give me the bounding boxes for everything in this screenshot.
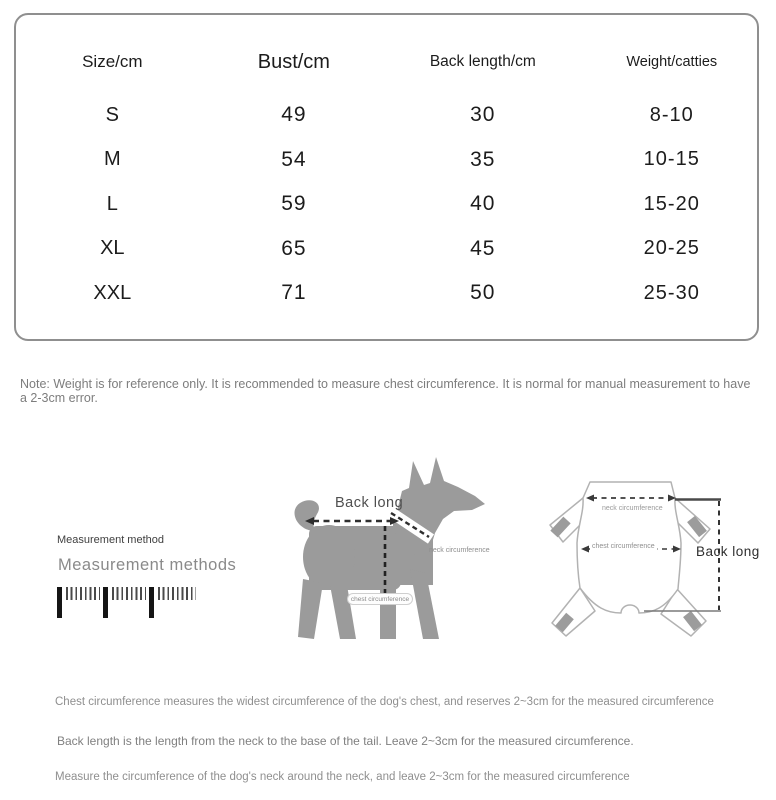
footnote-back-length: Back length is the length from the neck to the base of the tail. Leave 2~3cm for the measured circumference.: [57, 734, 634, 748]
table-cell: XXL: [93, 281, 132, 304]
table-cell: XL: [100, 237, 125, 260]
table-cell: 45: [470, 236, 496, 260]
column-header-weight: Weight/catties: [626, 54, 718, 70]
ruler-major-mark: [149, 587, 154, 618]
size-chart-table: [14, 13, 759, 341]
table-cell: 10-15: [643, 148, 700, 171]
table-cell: L: [106, 192, 118, 215]
table-cell: 25-30: [643, 281, 700, 304]
measurement-method-label: Measurement method: [57, 534, 164, 546]
weight-reference-note: Note: Weight is for reference only. It is recommended to measure chest circumference. It is normal for manual measurement to have a 2-3cm error.: [20, 377, 751, 405]
table-cell: 59: [281, 192, 307, 216]
back-long-label: Back long: [335, 495, 404, 511]
table-cell: 20-25: [643, 237, 700, 260]
chest-circumference-label: chest circumference: [347, 593, 413, 605]
table-cell: 35: [470, 147, 496, 171]
table-cell: S: [105, 103, 119, 126]
table-cell: 30: [470, 103, 496, 127]
footnote-chest: Chest circumference measures the widest circumference of the dog's chest, and reserves 2~3cm for the measured circumference: [55, 696, 714, 708]
back-long-label: Back long: [696, 544, 760, 559]
table-row-xxl: [16, 271, 757, 316]
table-cell: 71: [281, 281, 307, 305]
table-cell: 50: [470, 281, 496, 305]
table-cell: 8-10: [649, 103, 694, 126]
dog-measure-diagram: [283, 453, 523, 653]
table-cell: 40: [470, 192, 496, 216]
table-row-m: [16, 138, 757, 183]
table-cell: 54: [281, 147, 307, 171]
column-header-bust: Bust/cm: [257, 50, 330, 73]
column-header-back-length: Back length/cm: [429, 53, 536, 70]
garment-outline-icon: [540, 465, 775, 660]
table-cell: 49: [281, 103, 307, 127]
ruler-minor-ticks: [158, 587, 196, 600]
ruler-icon: [57, 587, 199, 619]
ruler-major-mark: [57, 587, 62, 618]
ruler-major-mark: [103, 587, 108, 618]
measurement-methods-title: Measurement methods: [58, 556, 237, 574]
garment-measure-diagram: [540, 465, 775, 660]
table-header-row: [16, 31, 757, 93]
ruler-minor-ticks: [66, 587, 100, 600]
table-row-xl: [16, 227, 757, 272]
column-header-size: Size/cm: [82, 52, 143, 71]
neck-circumference-label: neck circumference: [602, 505, 663, 512]
table-cell: M: [103, 148, 121, 171]
table-row-l: [16, 182, 757, 227]
neck-circumference-label: neck circumference: [429, 547, 490, 554]
table-row-s: [16, 93, 757, 138]
ruler-minor-ticks: [112, 587, 146, 600]
table-cell: 15-20: [643, 192, 700, 215]
chest-circumference-label: chest circumference: [592, 543, 655, 550]
table-cell: 65: [281, 236, 307, 260]
footnote-neck: Measure the circumference of the dog's neck around the neck, and leave 2~3cm for the measured circumference: [55, 771, 630, 783]
